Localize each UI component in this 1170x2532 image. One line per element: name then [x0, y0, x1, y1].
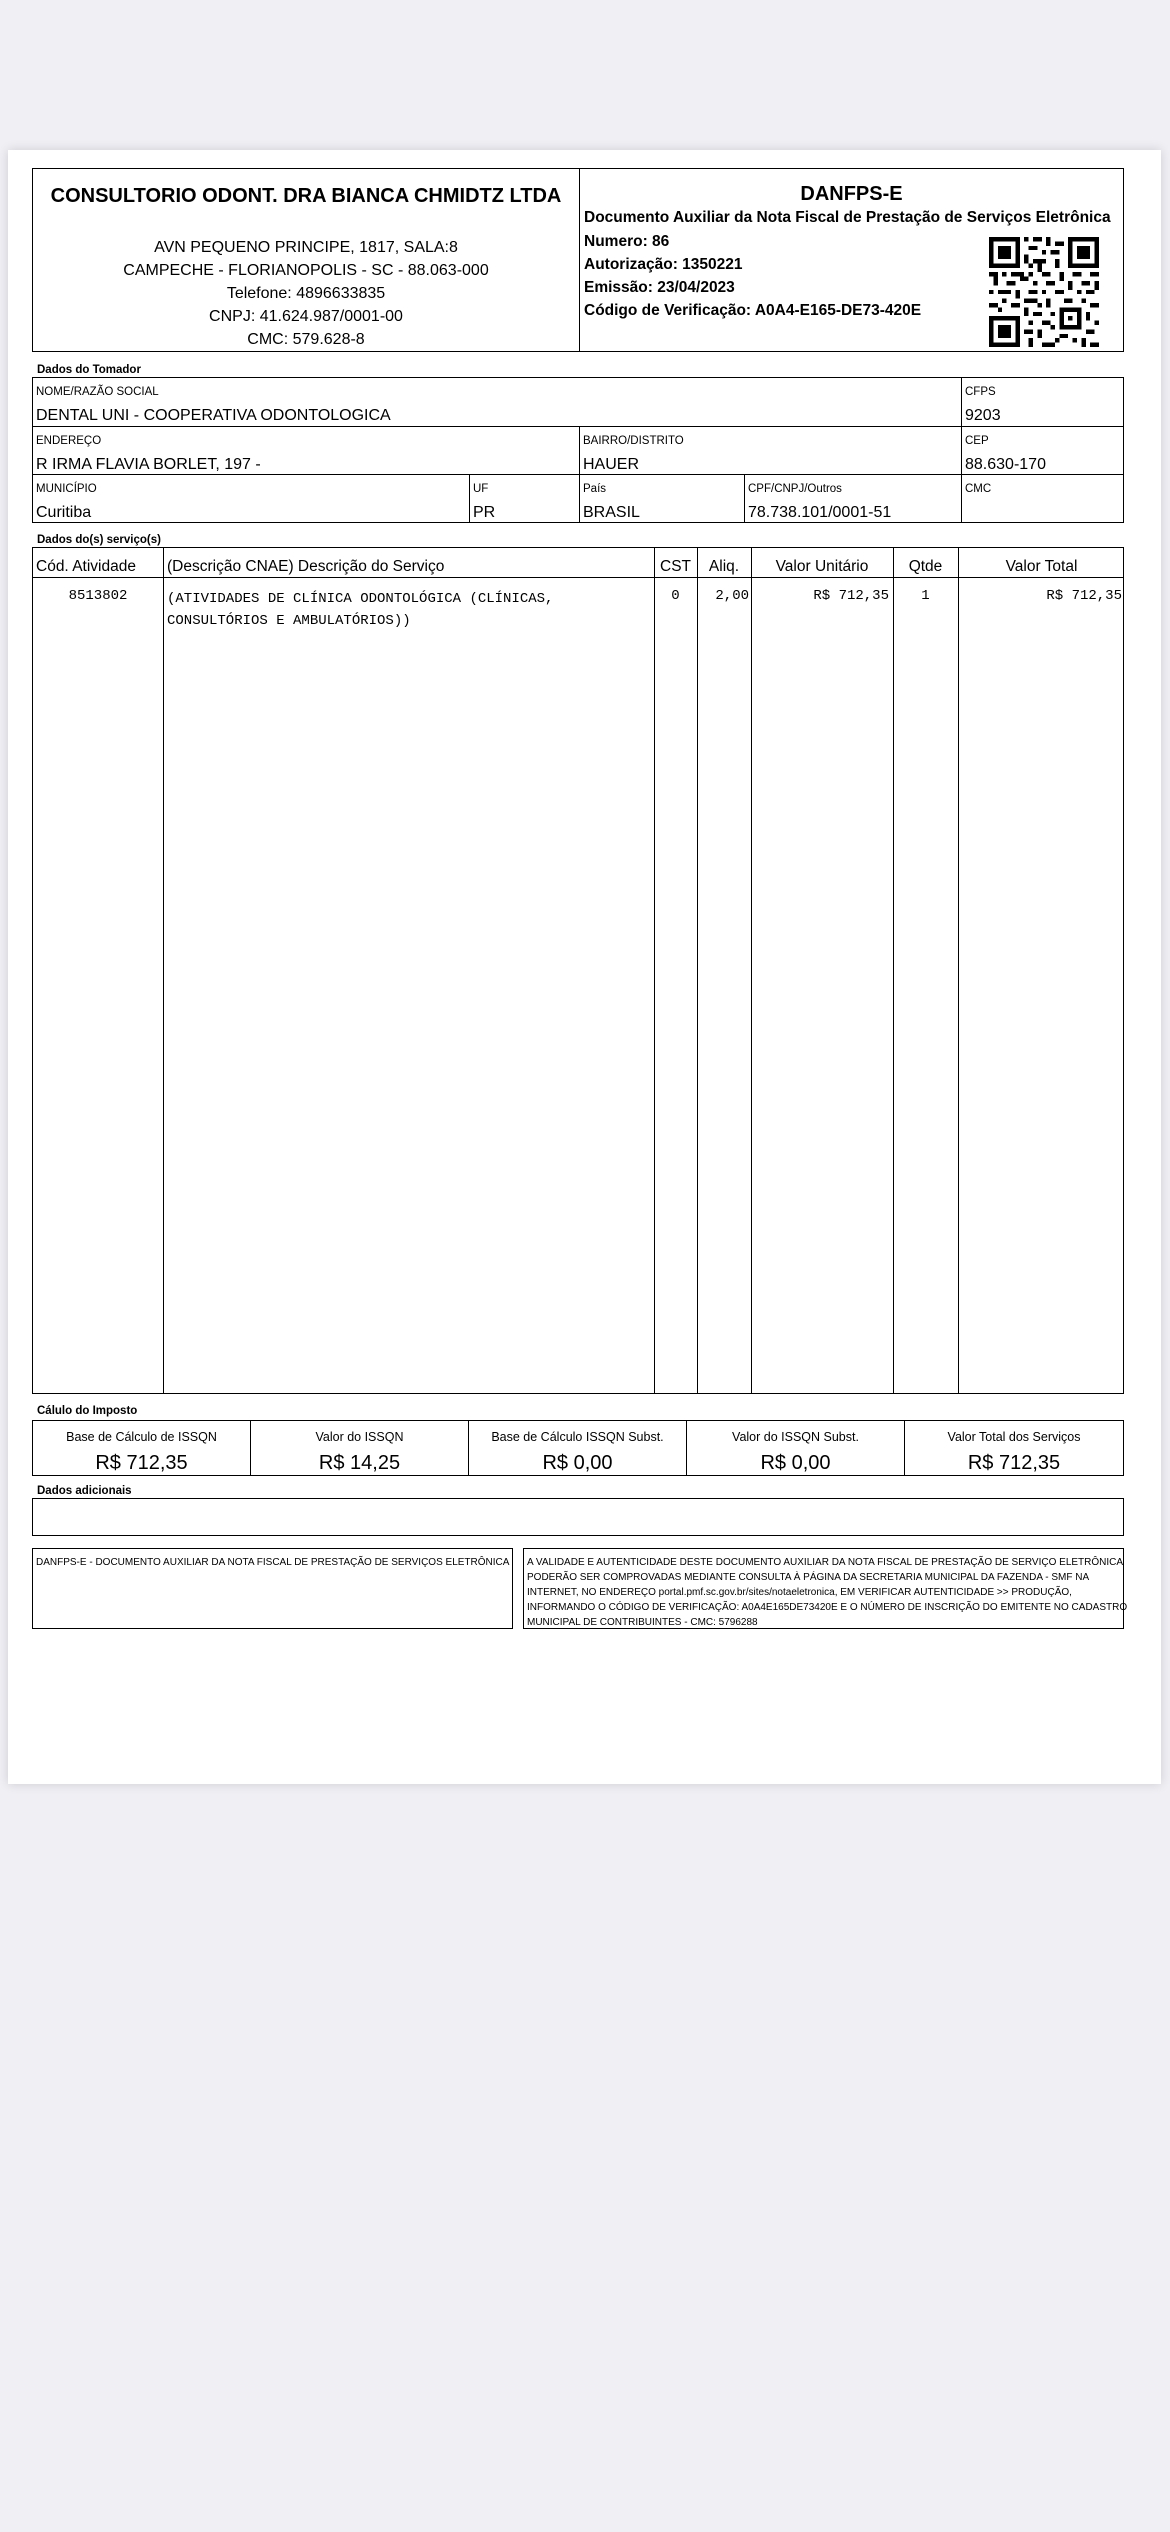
cst-value: 0 [671, 588, 680, 604]
issuer-city: CAMPECHE - FLORIANOPOLIS - SC - 88.063-000 [123, 262, 489, 279]
customer-uf-cell [469, 474, 580, 523]
customer-city-cell [32, 474, 470, 523]
customer-district-cell [579, 426, 962, 475]
tax-section-title: Cálulo do Imposto [37, 1405, 138, 1417]
customer-cep-label: CEP [965, 435, 989, 447]
iss-base-label: Base de Cálculo de ISSQN [66, 1430, 217, 1444]
iss-subst-value-label: Valor do ISSQN Subst. [732, 1430, 859, 1444]
customer-name-cell [32, 377, 962, 427]
services-table [32, 547, 1124, 1394]
footer-right-line-5: MUNICIPAL DE CONTRIBUINTES - CMC: 5796288 [527, 1617, 758, 1628]
customer-address: R IRMA FLAVIA BORLET, 197 - [36, 456, 261, 473]
customer-section-title: Dados do Tomador [37, 364, 141, 376]
footer-right-line-1: A VALIDADE E AUTENTICIDADE DESTE DOCUMENTO AUXILIAR DA NOTA FISCAL DE PRESTAÇÃO DE SERVIÇO ELETRÔNICA [527, 1557, 1124, 1568]
customer-cep: 88.630-170 [965, 456, 1046, 473]
customer-district: HAUER [583, 456, 640, 473]
activity-code: 8513802 [68, 588, 128, 604]
footer-right-line-4: INFORMANDO O CÓDIGO DE VERIFICAÇÃO: A0A4E165DE73420E E O NÚMERO DE INSCRIÇÃO DO EMITENTE NO CADASTRO [527, 1602, 1128, 1613]
services-total-value: R$ 712,35 [967, 1452, 1061, 1474]
services-total-label: Valor Total dos Serviços [947, 1430, 1081, 1444]
service-description-line-1: (ATIVIDADES DE CLÍNICA ODONTOLÓGICA (CLÍNICAS, [167, 591, 554, 607]
footer-right-line-3: INTERNET, NO ENDEREÇO portal.pmf.sc.gov.br/sites/notaeletronica, EM VERIFICAR AUTENTICIDADE >> PRODUÇÃO, [527, 1587, 1072, 1598]
customer-cnpj: 78.738.101/0001-51 [748, 504, 892, 521]
customer-address-label: ENDEREÇO [36, 435, 102, 447]
authorization-number: Autorização: 1350221 [584, 256, 743, 273]
col-header-description: (Descrição CNAE) Descrição do Serviço [167, 558, 445, 575]
col-header-cst: CST [660, 558, 691, 575]
footer-left-box [32, 1548, 513, 1629]
iss-value-cell [250, 1420, 469, 1476]
iss-base-cell [32, 1420, 251, 1476]
customer-city-label: MUNICÍPIO [36, 483, 97, 495]
issuer-cmc: CMC: 579.628-8 [247, 331, 365, 348]
cfps-label: CFPS [965, 386, 996, 398]
customer-country: BRASIL [583, 504, 640, 521]
issuer-block [32, 168, 580, 352]
footer-left-text: DANFPS-E - DOCUMENTO AUXILIAR DA NOTA FISCAL DE PRESTAÇÃO DE SERVIÇOS ELETRÔNICA [36, 1557, 510, 1568]
iss-subst-base-cell [468, 1420, 687, 1476]
iss-subst-base-label: Base de Cálculo ISSQN Subst. [491, 1430, 664, 1444]
customer-district-label: BAIRRO/DISTRITO [583, 435, 684, 447]
col-header-activity-code: Cód. Atividade [36, 558, 136, 575]
verification-code: Código de Verificação: A0A4-E165-DE73-420E [584, 302, 922, 319]
customer-city: Curitiba [36, 504, 92, 521]
customer-name: DENTAL UNI - COOPERATIVA ODONTOLOGICA [36, 407, 391, 424]
customer-cmc-label: CMC [965, 483, 992, 495]
col-header-quantity: Qtde [908, 558, 943, 575]
issuer-address: AVN PEQUENO PRINCIPE, 1817, SALA:8 [154, 239, 458, 256]
customer-country-cell [579, 474, 745, 523]
customer-address-cell [32, 426, 580, 475]
col-header-total-value: Valor Total [1005, 558, 1078, 575]
issuer-phone: Telefone: 4896633835 [226, 285, 386, 302]
aliquot-value: 2,00 [715, 588, 749, 604]
footer-right-text [527, 1555, 1127, 1630]
invoice-document [8, 150, 1161, 1784]
unit-value: R$ 712,35 [813, 588, 889, 604]
cfps-value: 9203 [965, 407, 1001, 424]
customer-cnpj-label: CPF/CNPJ/Outros [748, 483, 842, 495]
col-header-unit-value: Valor Unitário [775, 558, 869, 575]
services-total-cell [904, 1420, 1124, 1476]
iss-subst-base-value: R$ 0,00 [542, 1452, 613, 1474]
iss-subst-value-cell [686, 1420, 905, 1476]
iss-subst-value: R$ 0,00 [760, 1452, 831, 1474]
danfe-subtitle: Documento Auxiliar da Nota Fiscal de Prestação de Serviços Eletrônica [584, 209, 1111, 226]
customer-uf-label: UF [473, 483, 489, 495]
cfps-cell [961, 377, 1124, 427]
issuer-name: CONSULTORIO ODONT. DRA BIANCA CHMIDTZ LTDA [50, 185, 562, 207]
issuer-cnpj: CNPJ: 41.624.987/0001-00 [209, 308, 403, 325]
additional-data-box [32, 1498, 1124, 1536]
invoice-number: Numero: 86 [584, 233, 670, 250]
customer-cnpj-cell [744, 474, 962, 523]
footer-right-box [523, 1548, 1128, 1629]
footer-right-line-2: PODERÃO SER COMPROVADAS MEDIANTE CONSULTA À PÁGINA DA SECRETARIA MUNICIPAL DA FAZENDA - SMF NA [527, 1572, 1090, 1583]
additional-data-title: Dados adicionais [37, 1485, 132, 1497]
total-value: R$ 712,35 [1046, 588, 1122, 604]
customer-country-label: País [583, 483, 607, 495]
danfe-block [579, 168, 1124, 352]
service-description [167, 588, 553, 632]
iss-value: R$ 14,25 [318, 1452, 401, 1474]
service-description-line-2: CONSULTÓRIOS E AMBULATÓRIOS)) [167, 613, 411, 629]
iss-value-label: Valor do ISSQN [315, 1430, 404, 1444]
customer-cmc-cell [961, 474, 1124, 523]
services-section-title: Dados do(s) serviço(s) [37, 534, 161, 546]
col-header-aliquot: Aliq. [708, 558, 740, 575]
danfe-title: DANFPS-E [800, 183, 903, 205]
customer-cep-cell [961, 426, 1124, 475]
customer-name-label: NOME/RAZÃO SOCIAL [36, 386, 159, 398]
qr-code-icon [989, 237, 1099, 347]
customer-uf: PR [473, 504, 496, 521]
quantity-value: 1 [921, 588, 930, 604]
iss-base-value: R$ 712,35 [95, 1452, 188, 1474]
issue-date: Emissão: 23/04/2023 [584, 279, 735, 296]
